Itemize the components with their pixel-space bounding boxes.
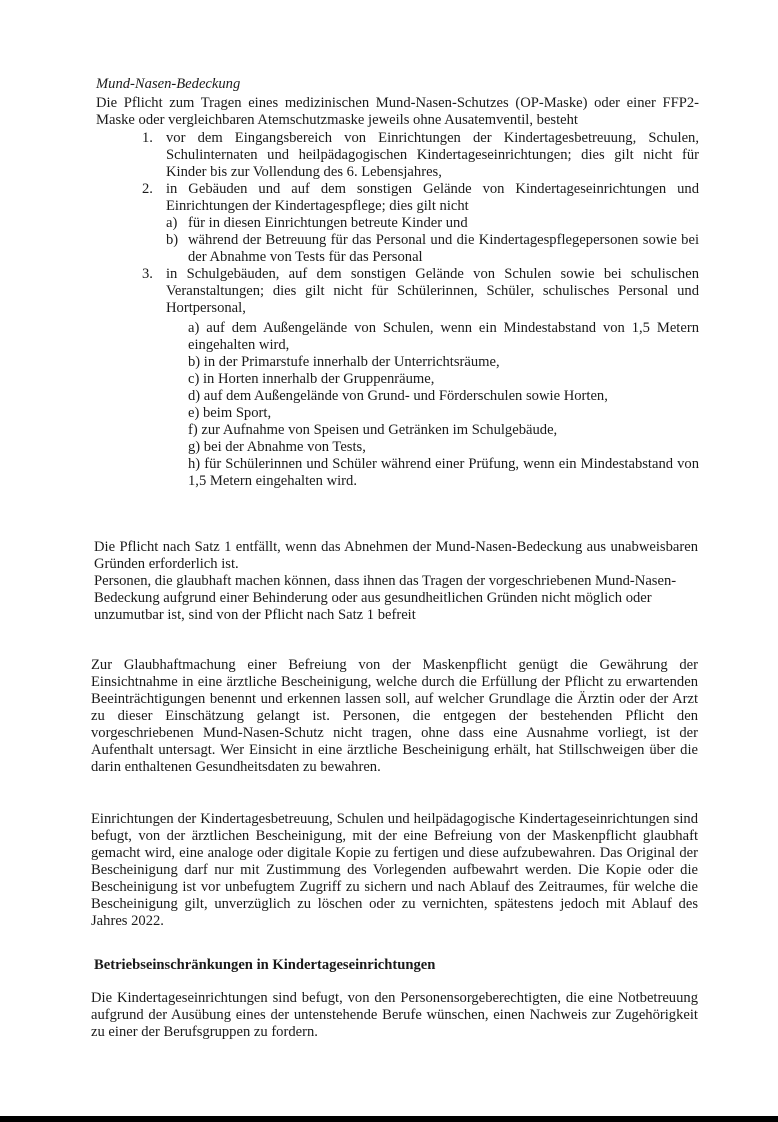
list-item-3	[96, 266, 699, 317]
sub-item-3b: b) in der Primarstufe innerhalb der Unterrichtsräume,	[188, 354, 500, 370]
sub-item-3e: e) beim Sport,	[188, 405, 272, 421]
sub-item-text: für in diesen Einrichtungen betreute Kinder und	[188, 215, 468, 231]
paragraph-health-exemption: Personen, die glaubhaft machen können, dass ihnen das Tragen der vorgeschriebenen Mund-Nasen-Bedeckung aufgrund einer Behinderung oder aus gesundheitlichen Gründen nicht möglich oder unzumutbar ist, sind von der Pflicht nach Satz 1 befreit	[94, 573, 677, 623]
numbered-list	[96, 130, 699, 490]
sub-item-3a: a) auf dem Außengelände von Schulen, wenn ein Mindestabstand von 1,5 Metern eingehalten wird,	[188, 320, 699, 353]
sub-item-2a	[96, 215, 699, 232]
list-number: 3.	[142, 266, 153, 282]
page-bottom-border	[0, 1116, 778, 1122]
sub-item-3d: d) auf dem Außengelände von Grund- und Förderschulen sowie Horten,	[188, 388, 608, 404]
list-item-text: vor dem Eingangsbereich von Einrichtungen der Kindertagesbetreuung, Schulen, Schulinternaten und heilpädagogischen Kindertageseinrichtungen; dies gilt nicht für Kinder bis zur Vollendung des 6. Lebensjahres,	[166, 130, 699, 180]
list-number: 2.	[142, 181, 153, 197]
sub-item-3f: f) zur Aufnahme von Speisen und Getränken im Schulgebäude,	[188, 422, 558, 438]
sub-item-3h: h) für Schülerinnen und Schüler während einer Prüfung, wenn ein Mindestabstand von 1,5 Metern eingehalten wird.	[188, 456, 699, 489]
list-number: 1.	[142, 130, 153, 146]
sub-item-text: während der Betreuung für das Personal und die Kindertagespflegepersonen sowie bei der Abnahme von Tests für das Personal	[188, 232, 699, 265]
sub-item-3g: g) bei der Abnahme von Tests,	[188, 439, 366, 455]
paragraph-exemption: Die Pflicht nach Satz 1 entfällt, wenn das Abnehmen der Mund-Nasen-Bedeckung aus unabweisbaren Gründen erforderlich ist.	[94, 539, 698, 572]
intro-paragraph: Die Pflicht zum Tragen eines medizinischen Mund-Nasen-Schutzes (OP-Maske) oder einer FFP2-Maske oder vergleichbaren Atemschutzmaske jeweils ohne Ausatemventil, besteht	[96, 95, 699, 128]
sub-item-3c: c) in Horten innerhalb der Gruppenräume,	[188, 371, 435, 387]
list-item-1	[96, 130, 699, 181]
list-item-text: in Schulgebäuden, auf dem sonstigen Gelände von Schulen sowie bei schulischen Veranstaltungen; dies gilt nicht für Schülerinnen, Schüler, schulisches Personal und Hortpersonal,	[166, 266, 699, 316]
sub-item-2b	[96, 232, 699, 266]
paragraph-emergency-care: Die Kindertageseinrichtungen sind befugt, von den Personensorgeberechtigten, die eine Notbetreuung aufgrund der Ausübung eines der untenstehende Berufe wünschen, einen Nachweis zur Zugehörigkeit zu einer der Berufsgruppen zu fordern.	[91, 990, 698, 1040]
sub-item-letter: b)	[166, 232, 179, 248]
section-heading-mask: Mund-Nasen-Bedeckung	[96, 76, 241, 92]
paragraph-copy-storage: Einrichtungen der Kindertagesbetreuung, Schulen und heilpädagogische Kindertageseinrichtungen sind befugt, von der ärztlichen Bescheinigung, mit der eine Befreiung von der Maskenpflicht glaubhaft gemacht wird, eine analoge oder digitale Kopie zu fertigen und diese aufzubewahren. Das Original der Bescheinigung darf nur mit Zustimmung des Vorlegenden aufbewahrt werden. Die Kopie oder die Bescheinigung ist vor unbefugtem Zugriff zu sichern und nach Ablauf des Zeitraumes, für welche die Bescheinigung gilt, unverzüglich zu löschen oder zu vernichten, spätestens jedoch mit Ablauf des Jahres 2022.	[91, 811, 698, 929]
section-heading-operations: Betriebseinschränkungen in Kindertageseinrichtungen	[94, 957, 436, 973]
list-item-text: in Gebäuden und auf dem sonstigen Gelände von Kindertageseinrichtungen und Einrichtungen der Kindertagespflege; dies gilt nicht	[166, 181, 699, 214]
sub-item-letter: a)	[166, 215, 178, 231]
list-item-2	[96, 181, 699, 215]
paragraph-certificate: Zur Glaubhaftmachung einer Befreiung von der Maskenpflicht genügt die Gewährung der Einsichtnahme in eine ärztliche Bescheinigung, welche durch die Erfüllung der Pflicht zu erwartenden Beeinträchtigungen benennt und erkennen lassen soll, auf welcher Grundlage die Ärztin oder der Arzt zu dieser Einschätzung gelangt ist. Personen, die entgegen der bestehenden Pflicht den vorgeschriebenen Mund-Nasen-Schutz nicht tragen, ohne dass eine Ausnahme vorliegt, ist der Aufenthalt untersagt. Wer Einsicht in eine ärztliche Bescheinigung erhält, hat Stillschweigen über die darin enthaltenen Gesundheitsdaten zu bewahren.	[91, 657, 698, 775]
